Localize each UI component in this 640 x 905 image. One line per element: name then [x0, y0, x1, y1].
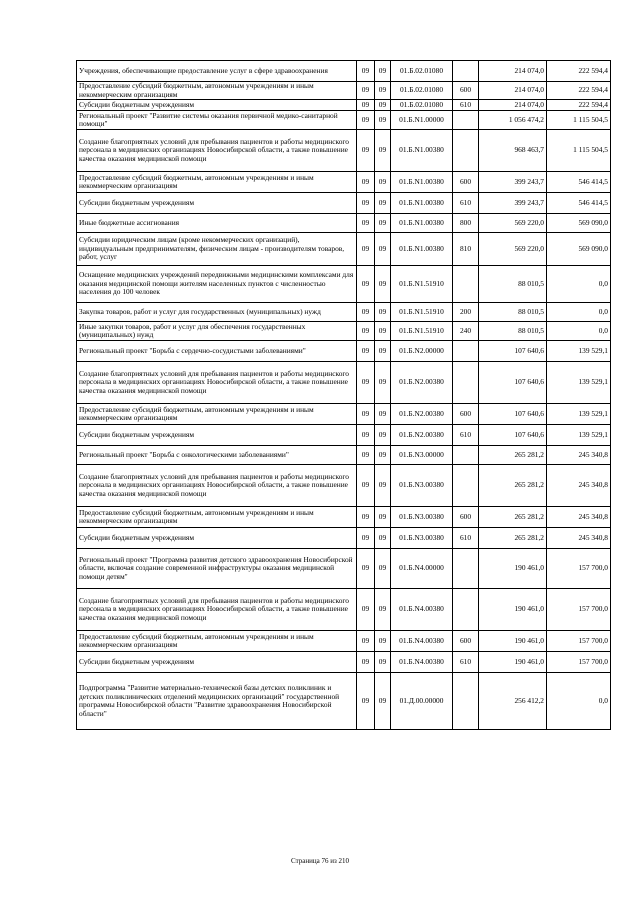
target-article-code: 01.Б.N1.51910: [391, 303, 453, 322]
section-code: 09: [357, 631, 375, 652]
subsection-code: 09: [375, 111, 391, 130]
amount-year-2: 1 115 504,5: [547, 130, 611, 172]
section-code: 09: [357, 233, 375, 266]
expense-type-code: [453, 549, 479, 589]
subsection-code: 09: [375, 528, 391, 549]
row-name: Создание благоприятных условий для пребывания пациентов и работы медицинского персонала в медицинских организациях Новосибирской области, а также повышение качества оказания медицинской помощи: [77, 130, 357, 172]
expense-type-code: [453, 266, 479, 303]
expense-type-code: 600: [453, 82, 479, 100]
table-row: [77, 193, 611, 214]
amount-year-2: 546 414,5: [547, 193, 611, 214]
amount-year-1: 265 281,2: [479, 528, 547, 549]
row-name: Иные бюджетные ассигнования: [77, 214, 357, 233]
subsection-code: 09: [375, 341, 391, 362]
section-code: 09: [357, 172, 375, 193]
row-name: Предоставление субсидий бюджетным, автономным учреждениям и иным некоммерческим организациям: [77, 172, 357, 193]
target-article-code: 01.Б.N1.00380: [391, 214, 453, 233]
amount-year-2: 546 414,5: [547, 172, 611, 193]
section-code: 09: [357, 446, 375, 465]
subsection-code: 09: [375, 589, 391, 631]
amount-year-1: 569 220,0: [479, 233, 547, 266]
amount-year-2: 0,0: [547, 266, 611, 303]
target-article-code: 01.Б.N4.00000: [391, 549, 453, 589]
target-article-code: 01.Б.N1.00380: [391, 130, 453, 172]
table-row: [77, 111, 611, 130]
row-name: Подпрограмма "Развитие материально-технической базы детских поликлиник и детских поликлинических отделений медицинских организаций" государственной программы Новосибирской области "Развитие здравоохранения Новосибирской области": [77, 673, 357, 730]
amount-year-2: 139 529,1: [547, 341, 611, 362]
amount-year-1: 265 281,2: [479, 465, 547, 507]
table-row: [77, 100, 611, 111]
row-name: Субсидии юридическим лицам (кроме некоммерческих организаций), индивидуальным предпринимателям, физическим лицам - производителям товаров, работ, услуг: [77, 233, 357, 266]
amount-year-2: 569 090,0: [547, 233, 611, 266]
budget-table: [76, 60, 611, 730]
expense-type-code: [453, 61, 479, 82]
table-row: [77, 631, 611, 652]
row-name: Субсидии бюджетным учреждениям: [77, 193, 357, 214]
section-code: 09: [357, 528, 375, 549]
expense-type-code: 810: [453, 233, 479, 266]
subsection-code: 09: [375, 507, 391, 528]
table-row: [77, 233, 611, 266]
subsection-code: 09: [375, 652, 391, 673]
target-article-code: 01.Б.02.01080: [391, 61, 453, 82]
section-code: 09: [357, 266, 375, 303]
section-code: 09: [357, 193, 375, 214]
row-name: Региональный проект "Борьба с сердечно-сосудистыми заболеваниями": [77, 341, 357, 362]
amount-year-1: 1 056 474,2: [479, 111, 547, 130]
amount-year-1: 214 074,0: [479, 100, 547, 111]
amount-year-1: 968 463,7: [479, 130, 547, 172]
target-article-code: 01.Б.N1.00380: [391, 193, 453, 214]
amount-year-2: 139 529,1: [547, 362, 611, 404]
row-name: Предоставление субсидий бюджетным, автономным учреждениям и иным некоммерческим организациям: [77, 507, 357, 528]
target-article-code: 01.Д.00.00000: [391, 673, 453, 730]
target-article-code: 01.Б.N2.00380: [391, 404, 453, 425]
expense-type-code: [453, 111, 479, 130]
row-name: Субсидии бюджетным учреждениям: [77, 425, 357, 446]
expense-type-code: 610: [453, 425, 479, 446]
target-article-code: 01.Б.N3.00000: [391, 446, 453, 465]
target-article-code: 01.Б.N1.51910: [391, 322, 453, 341]
row-name: Региональный проект "Программа развития детского здравоохранения Новосибирской области, включая создание современной инфраструктуры оказания медицинской помощи детям": [77, 549, 357, 589]
amount-year-1: 190 461,0: [479, 549, 547, 589]
subsection-code: 09: [375, 214, 391, 233]
section-code: 09: [357, 425, 375, 446]
amount-year-1: 107 640,6: [479, 362, 547, 404]
table-row: [77, 549, 611, 589]
row-name: Закупка товаров, работ и услуг для государственных (муниципальных) нужд: [77, 303, 357, 322]
table-row: [77, 589, 611, 631]
target-article-code: 01.Б.02.01080: [391, 82, 453, 100]
amount-year-2: 1 115 504,5: [547, 111, 611, 130]
expense-type-code: [453, 673, 479, 730]
subsection-code: 09: [375, 266, 391, 303]
target-article-code: 01.Б.N1.00380: [391, 172, 453, 193]
expense-type-code: 600: [453, 631, 479, 652]
subsection-code: 09: [375, 673, 391, 730]
subsection-code: 09: [375, 61, 391, 82]
target-article-code: 01.Б.02.01080: [391, 100, 453, 111]
amount-year-1: 214 074,0: [479, 82, 547, 100]
section-code: 09: [357, 100, 375, 111]
row-name: Субсидии бюджетным учреждениям: [77, 100, 357, 111]
table-row: [77, 446, 611, 465]
section-code: 09: [357, 589, 375, 631]
amount-year-1: 190 461,0: [479, 652, 547, 673]
amount-year-1: 256 412,2: [479, 673, 547, 730]
amount-year-1: 214 074,0: [479, 61, 547, 82]
section-code: 09: [357, 362, 375, 404]
amount-year-2: 157 700,0: [547, 589, 611, 631]
table-row: [77, 425, 611, 446]
amount-year-1: 190 461,0: [479, 589, 547, 631]
expense-type-code: [453, 589, 479, 631]
section-code: 09: [357, 111, 375, 130]
amount-year-2: 245 340,8: [547, 465, 611, 507]
amount-year-1: 265 281,2: [479, 446, 547, 465]
expense-type-code: 610: [453, 528, 479, 549]
table-row: [77, 172, 611, 193]
amount-year-2: 157 700,0: [547, 652, 611, 673]
amount-year-1: 88 010,5: [479, 322, 547, 341]
target-article-code: 01.Б.N1.00000: [391, 111, 453, 130]
row-name: Создание благоприятных условий для пребывания пациентов и работы медицинского персонала в медицинских организациях Новосибирской области, а также повышение качества оказания медицинской помощи: [77, 589, 357, 631]
table-row: [77, 214, 611, 233]
row-name: Субсидии бюджетным учреждениям: [77, 652, 357, 673]
expense-type-code: [453, 362, 479, 404]
amount-year-2: 222 594,4: [547, 61, 611, 82]
row-name: Создание благоприятных условий для пребывания пациентов и работы медицинского персонала в медицинских организациях Новосибирской области, а также повышение качества оказания медицинской помощи: [77, 362, 357, 404]
subsection-code: 09: [375, 303, 391, 322]
row-name: Учреждения, обеспечивающие предоставление услуг в сфере здравоохранения: [77, 61, 357, 82]
table-row: [77, 673, 611, 730]
amount-year-2: 222 594,4: [547, 100, 611, 111]
amount-year-1: 399 243,7: [479, 193, 547, 214]
table-row: [77, 130, 611, 172]
amount-year-2: 222 594,4: [547, 82, 611, 100]
table-row: [77, 652, 611, 673]
amount-year-2: 157 700,0: [547, 631, 611, 652]
subsection-code: 09: [375, 404, 391, 425]
row-name: Иные закупки товаров, работ и услуг для обеспечения государственных (муниципальных) нужд: [77, 322, 357, 341]
amount-year-2: 245 340,8: [547, 507, 611, 528]
target-article-code: 01.Б.N4.00380: [391, 652, 453, 673]
table-row: [77, 528, 611, 549]
table-row: [77, 341, 611, 362]
subsection-code: 09: [375, 322, 391, 341]
row-name: Региональный проект "Борьба с онкологическими заболеваниями": [77, 446, 357, 465]
amount-year-1: 399 243,7: [479, 172, 547, 193]
row-name: Региональный проект "Развитие системы оказания первичной медико-санитарной помощи": [77, 111, 357, 130]
target-article-code: 01.Б.N2.00000: [391, 341, 453, 362]
table-row: [77, 322, 611, 341]
section-code: 09: [357, 82, 375, 100]
subsection-code: 09: [375, 82, 391, 100]
amount-year-2: 157 700,0: [547, 549, 611, 589]
section-code: 09: [357, 673, 375, 730]
amount-year-2: 139 529,1: [547, 425, 611, 446]
row-name: Предоставление субсидий бюджетным, автономным учреждениям и иным некоммерческим организациям: [77, 82, 357, 100]
amount-year-1: 265 281,2: [479, 507, 547, 528]
subsection-code: 09: [375, 130, 391, 172]
expense-type-code: [453, 341, 479, 362]
subsection-code: 09: [375, 425, 391, 446]
expense-type-code: 610: [453, 652, 479, 673]
section-code: 09: [357, 652, 375, 673]
expense-type-code: [453, 446, 479, 465]
expense-type-code: 600: [453, 404, 479, 425]
amount-year-2: 245 340,8: [547, 528, 611, 549]
subsection-code: 09: [375, 446, 391, 465]
expense-type-code: 610: [453, 193, 479, 214]
amount-year-1: 88 010,5: [479, 266, 547, 303]
expense-type-code: 200: [453, 303, 479, 322]
expense-type-code: 610: [453, 100, 479, 111]
expense-type-code: [453, 130, 479, 172]
table-row: [77, 82, 611, 100]
section-code: 09: [357, 61, 375, 82]
amount-year-2: 569 090,0: [547, 214, 611, 233]
target-article-code: 01.Б.N1.51910: [391, 266, 453, 303]
amount-year-1: 190 461,0: [479, 631, 547, 652]
amount-year-1: 107 640,6: [479, 404, 547, 425]
amount-year-2: 0,0: [547, 303, 611, 322]
target-article-code: 01.Б.N4.00380: [391, 589, 453, 631]
subsection-code: 09: [375, 193, 391, 214]
page-number: Страница 76 из 210: [291, 857, 349, 865]
target-article-code: 01.Б.N3.00380: [391, 465, 453, 507]
amount-year-2: 0,0: [547, 322, 611, 341]
expense-type-code: [453, 465, 479, 507]
expense-type-code: 600: [453, 172, 479, 193]
subsection-code: 09: [375, 465, 391, 507]
target-article-code: 01.Б.N1.00380: [391, 233, 453, 266]
subsection-code: 09: [375, 100, 391, 111]
row-name: Субсидии бюджетным учреждениям: [77, 528, 357, 549]
section-code: 09: [357, 322, 375, 341]
table-row: [77, 61, 611, 82]
expense-type-code: 240: [453, 322, 479, 341]
row-name: Оснащение медицинских учреждений передвижными медицинскими комплексами для оказания медицинской помощи жителям населенных пунктов с численностью населения до 100 человек: [77, 266, 357, 303]
target-article-code: 01.Б.N3.00380: [391, 507, 453, 528]
table-row: [77, 404, 611, 425]
row-name: Предоставление субсидий бюджетным, автономным учреждениям и иным некоммерческим организациям: [77, 631, 357, 652]
subsection-code: 09: [375, 233, 391, 266]
section-code: 09: [357, 341, 375, 362]
subsection-code: 09: [375, 549, 391, 589]
target-article-code: 01.Б.N2.00380: [391, 425, 453, 446]
subsection-code: 09: [375, 362, 391, 404]
section-code: 09: [357, 507, 375, 528]
table-row: [77, 266, 611, 303]
expense-type-code: 600: [453, 507, 479, 528]
section-code: 09: [357, 303, 375, 322]
table-row: [77, 465, 611, 507]
row-name: Предоставление субсидий бюджетным, автономным учреждениям и иным некоммерческим организациям: [77, 404, 357, 425]
amount-year-1: 107 640,6: [479, 425, 547, 446]
amount-year-1: 88 010,5: [479, 303, 547, 322]
target-article-code: 01.Б.N2.00380: [391, 362, 453, 404]
expense-type-code: 800: [453, 214, 479, 233]
amount-year-2: 139 529,1: [547, 404, 611, 425]
section-code: 09: [357, 549, 375, 589]
subsection-code: 09: [375, 631, 391, 652]
section-code: 09: [357, 130, 375, 172]
table-body: [77, 61, 611, 730]
table-row: [77, 362, 611, 404]
row-name: Создание благоприятных условий для пребывания пациентов и работы медицинского персонала в медицинских организациях Новосибирской области, а также повышение качества оказания медицинской помощи: [77, 465, 357, 507]
amount-year-1: 569 220,0: [479, 214, 547, 233]
subsection-code: 09: [375, 172, 391, 193]
target-article-code: 01.Б.N4.00380: [391, 631, 453, 652]
section-code: 09: [357, 214, 375, 233]
amount-year-2: 245 340,8: [547, 446, 611, 465]
amount-year-2: 0,0: [547, 673, 611, 730]
table-row: [77, 507, 611, 528]
section-code: 09: [357, 465, 375, 507]
table-row: [77, 303, 611, 322]
amount-year-1: 107 640,6: [479, 341, 547, 362]
section-code: 09: [357, 404, 375, 425]
target-article-code: 01.Б.N3.00380: [391, 528, 453, 549]
